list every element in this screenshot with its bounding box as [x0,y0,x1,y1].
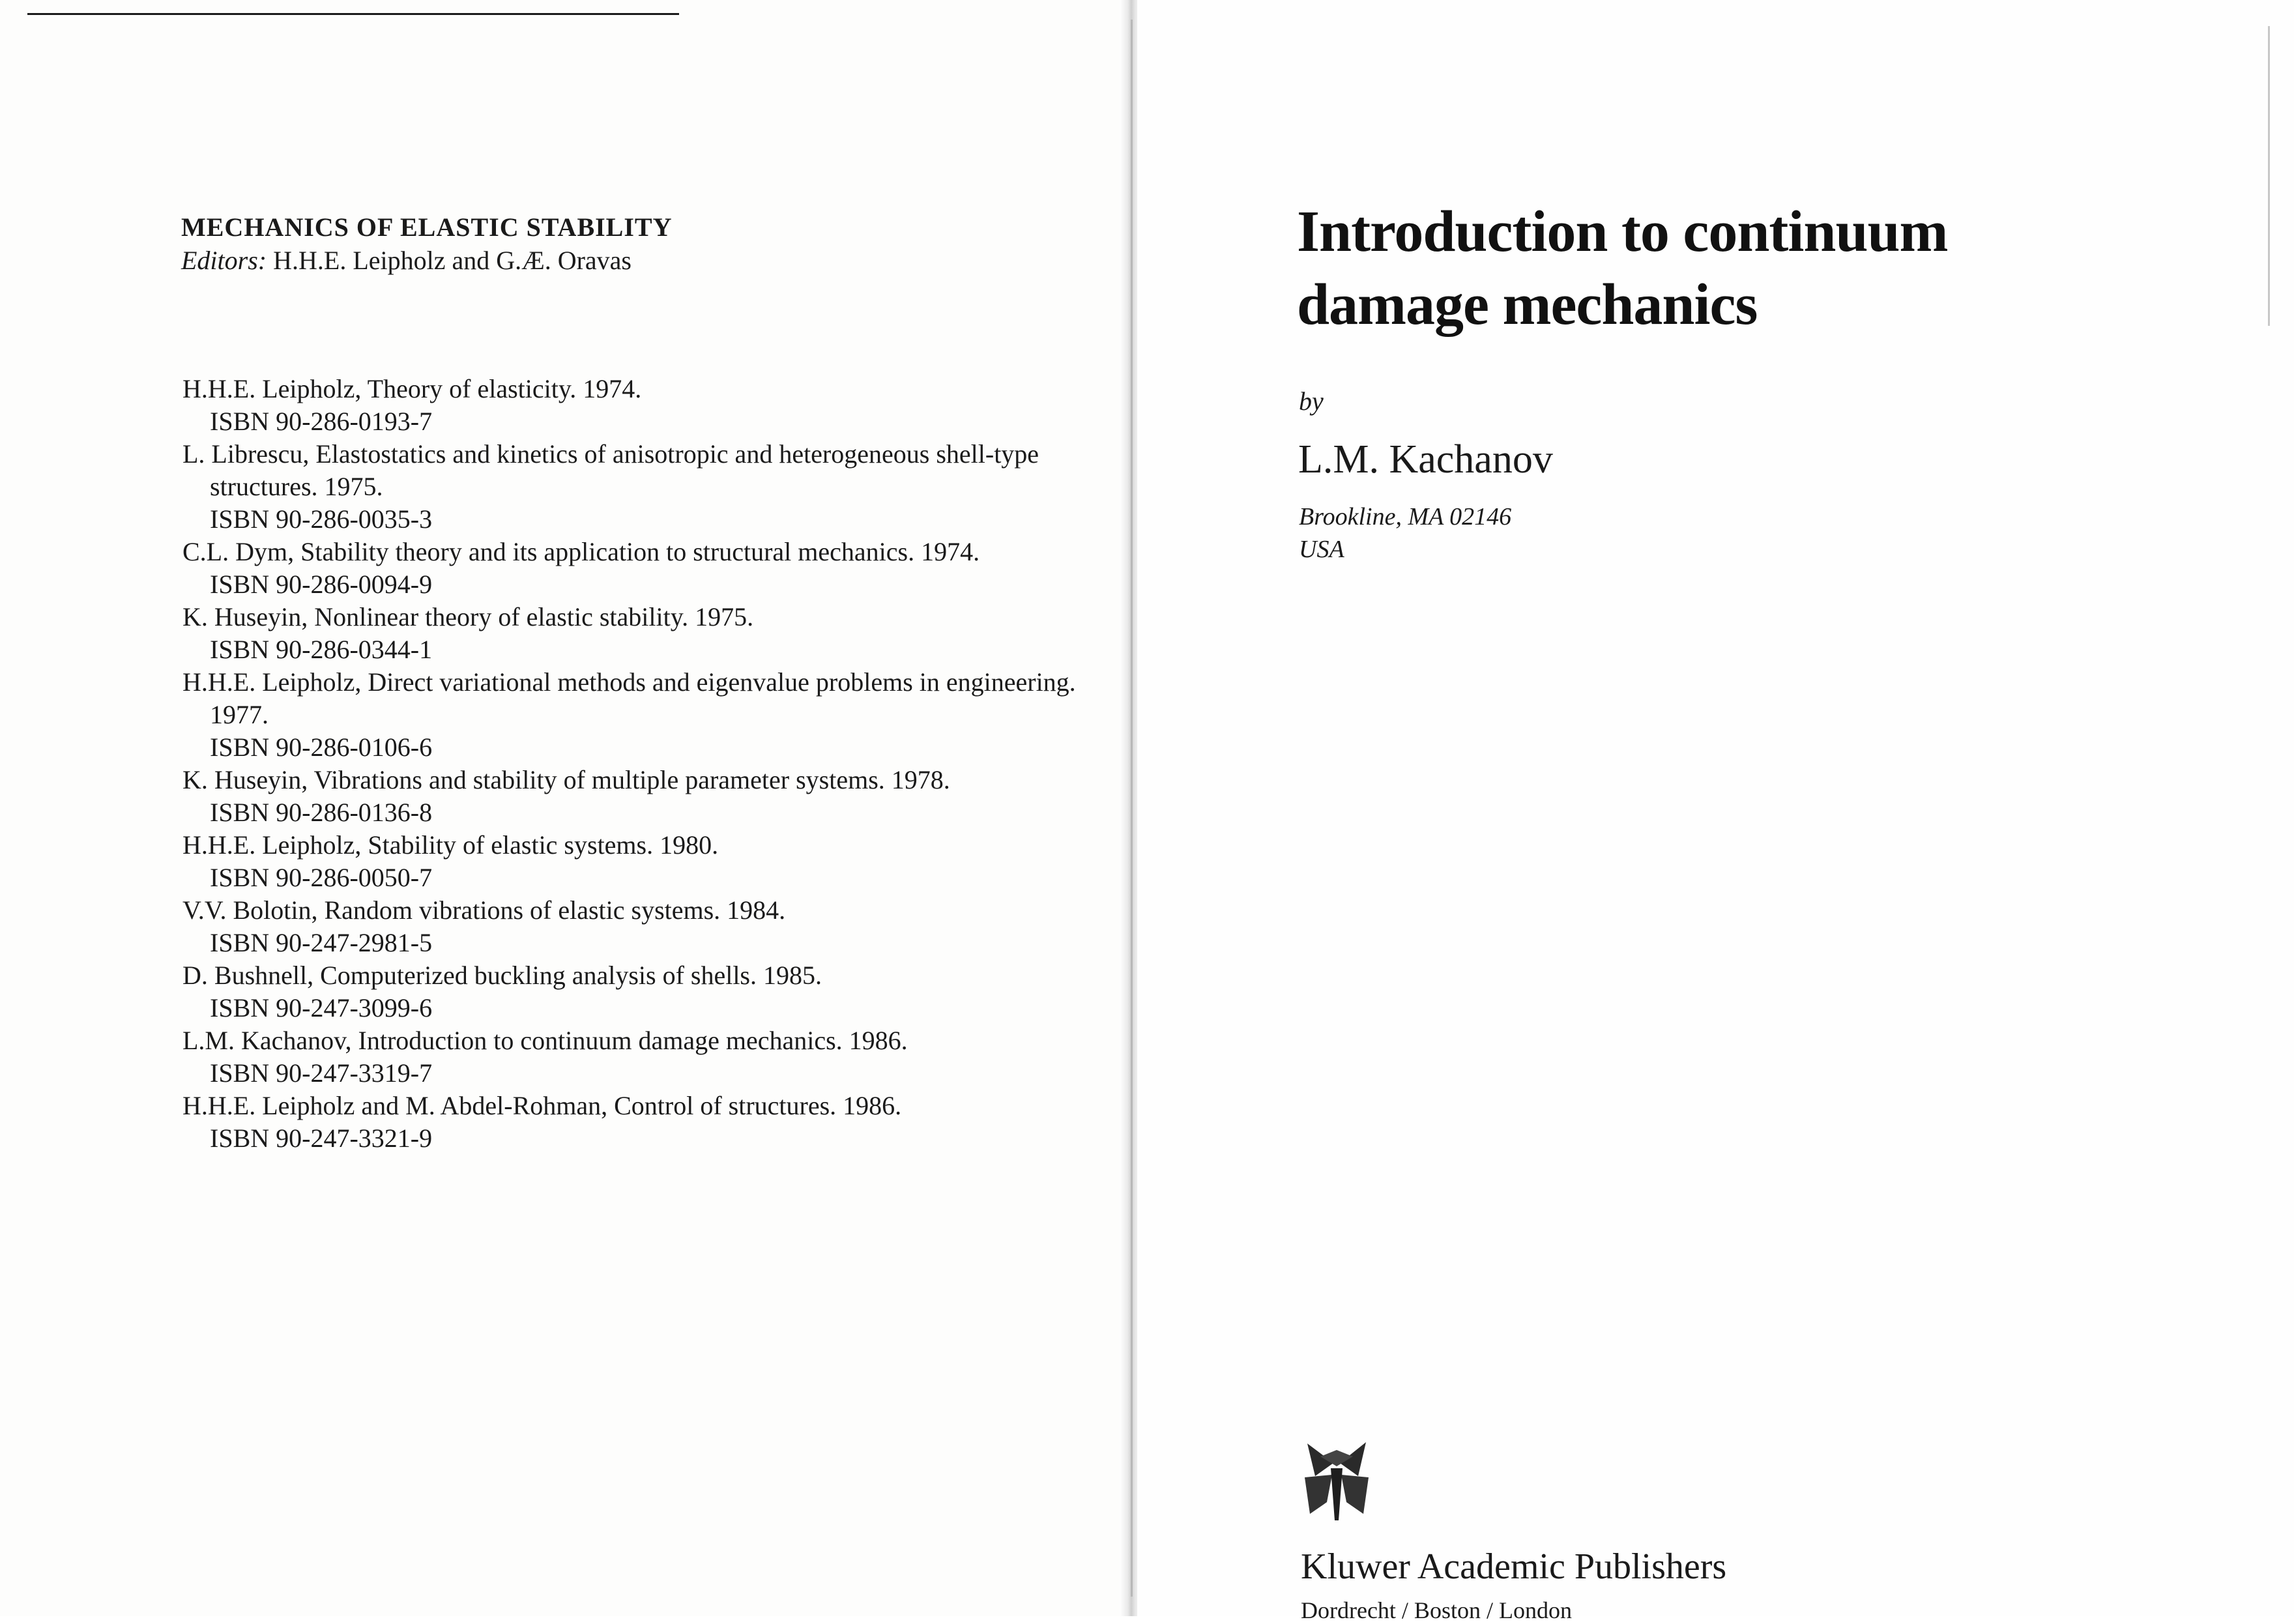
book-entry [182,601,1082,666]
top-rule [27,13,679,15]
book-citation: L. Librescu, Elastostatics and kinetics of anisotropic and heterogeneous shell-type structures. 1975. [182,439,1039,501]
book-citation: V.V. Bolotin, Random vibrations of elastic systems. 1984. [182,895,786,925]
book-isbn: ISBN 90-247-2981-5 [210,928,433,957]
book-isbn: ISBN 90-286-0094-9 [210,570,433,599]
book-entry [182,666,1082,764]
book-isbn: ISBN 90-286-0106-6 [210,732,433,762]
book-entry [182,536,1082,601]
book-title [1297,196,2144,341]
series-header [181,211,996,278]
book-citation: C.L. Dym, Stability theory and its application to structural mechanics. 1974. [182,537,980,566]
book-entry [182,764,1082,829]
book-title-line1: Introduction to continuum [1297,199,1948,264]
book-citation: D. Bushnell, Computerized buckling analysis of shells. 1985. [182,961,822,990]
left-page [0,0,1127,1616]
book-isbn: ISBN 90-247-3321-9 [210,1124,433,1153]
book-citation: H.H.E. Leipholz, Direct variational methods and eigenvalue problems in engineering. 1977. [182,667,1076,729]
affiliation-country: USA [1299,536,1344,563]
editors-label: Editors: [181,246,267,275]
author-name: L.M. Kachanov [1298,437,1553,482]
book-isbn: ISBN 90-247-3319-7 [210,1058,433,1088]
book-isbn: ISBN 90-247-3099-6 [210,993,433,1022]
book-citation: L.M. Kachanov, Introduction to continuum damage mechanics. 1986. [182,1026,908,1055]
series-book-list [182,373,1082,1155]
book-isbn: ISBN 90-286-0050-7 [210,863,433,892]
book-citation: H.H.E. Leipholz, Stability of elastic systems. 1980. [182,830,719,860]
by-label: by [1299,386,1324,416]
book-entry [182,1090,1082,1155]
publisher-name: Kluwer Academic Publishers [1301,1546,1727,1587]
book-entry [182,829,1082,894]
book-entry [182,959,1082,1024]
book-isbn: ISBN 90-286-0344-1 [210,635,433,664]
book-title-line2: damage mechanics [1297,272,1758,337]
book-entry [182,1024,1082,1090]
book-citation: K. Huseyin, Nonlinear theory of elastic stability. 1975. [182,602,754,631]
kluwer-logo-icon [1301,1437,1372,1525]
book-entry [182,894,1082,959]
book-citation: H.H.E. Leipholz, Theory of elasticity. 1974. [182,374,642,403]
book-citation: K. Huseyin, Vibrations and stability of multiple parameter systems. 1978. [182,765,950,794]
book-entry [182,438,1082,536]
publisher-cities: Dordrecht / Boston / London [1301,1597,1572,1623]
series-title: MECHANICS OF ELASTIC STABILITY [181,212,673,242]
book-isbn: ISBN 90-286-0035-3 [210,504,433,534]
gutter-line [1131,20,1133,1597]
book-entry [182,373,1082,438]
book-isbn: ISBN 90-286-0136-8 [210,798,433,827]
editors-names: H.H.E. Leipholz and G.Æ. Oravas [273,246,632,275]
page-edge [2268,26,2270,326]
series-editors [181,244,996,278]
author-affiliation [1299,500,1511,566]
book-citation: H.H.E. Leipholz and M. Abdel-Rohman, Control of structures. 1986. [182,1091,902,1120]
book-isbn: ISBN 90-286-0193-7 [210,407,433,436]
affiliation-city: Brookline, MA 02146 [1299,503,1512,530]
